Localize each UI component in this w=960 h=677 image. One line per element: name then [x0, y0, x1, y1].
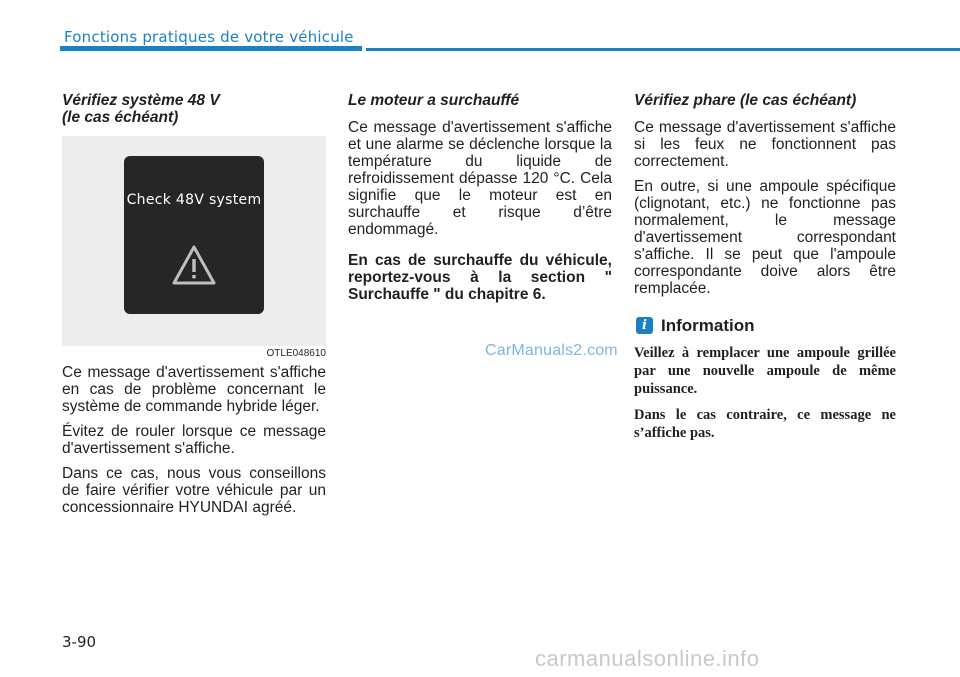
column-overheat [348, 92, 612, 303]
paragraph-bold: En cas de surchauffe du véhicule, reportez-vous à la section " Surchauffe " du chapitre 6. [348, 252, 612, 303]
header-rule-thin [366, 48, 960, 51]
cluster-figure [62, 136, 326, 359]
heading-48v-line2: (le cas échéant) [62, 109, 179, 126]
heading-overheat: Le moteur a surchauffé [348, 92, 520, 109]
header-rule-thick [60, 46, 362, 51]
paragraph: Ce message d'avertissement s'affiche en cas de problème concernant le système de commande hybride léger. [62, 364, 326, 415]
page-number: 3-90 [62, 633, 97, 651]
info-paragraph: Veillez à remplacer une ampoule grillée par une nouvelle ampoule de même puissance. [634, 345, 896, 397]
info-title: Information [661, 316, 755, 335]
paragraph: Ce message d'avertissement s'affiche et une alarme se déclenche lorsque la température du liquide de refroidissement dépasse 120 °C. Cela signifie que le moteur est en surchauffe et risque d’être endommagé. [348, 119, 612, 238]
heading-48v [62, 92, 326, 126]
info-paragraph: Dans le cas contraire, ce message ne s’affiche pas. [634, 407, 896, 441]
paragraph: Ce message d'avertissement s'affiche si les feux ne fonctionnent pas correctement. [634, 119, 896, 170]
figure-caption: OTLE048610 [266, 348, 326, 359]
column-headlamp [634, 92, 896, 450]
section-title: Fonctions pratiques de votre véhicule [64, 28, 354, 46]
paragraph: Dans ce cas, nous vous conseillons de faire vérifier votre véhicule par un concessionnaire HYUNDAI agréé. [62, 465, 326, 516]
display-message: Check 48V system [126, 192, 262, 208]
heading-headlamp: Vérifiez phare (le cas échéant) [634, 92, 857, 109]
cluster-display [124, 156, 264, 314]
info-icon: i [636, 317, 653, 334]
paragraph: Évitez de rouler lorsque ce message d'avertissement s'affiche. [62, 423, 326, 457]
paragraph: En outre, si une ampoule spécifique (clignotant, etc.) ne fonctionne pas normalement, le message d'avertissement correspondant s'affiche. Il se peut que l'ampoule correspondante doive alors être remplacée. [634, 178, 896, 297]
heading-48v-line1: Vérifiez système 48 V [62, 92, 220, 109]
footer-watermark: carmanualsonline.info [535, 646, 760, 671]
watermark-link[interactable]: CarManuals2.com [485, 342, 618, 359]
info-header [634, 317, 896, 334]
warning-triangle-icon [171, 244, 217, 286]
column-48v [62, 92, 326, 524]
